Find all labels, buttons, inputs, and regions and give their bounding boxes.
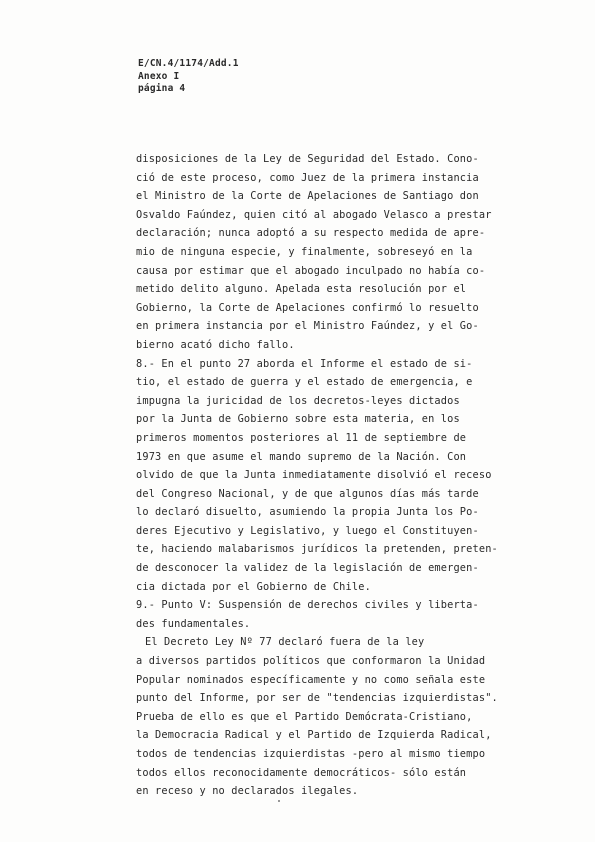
body-line: Popular nominados específicamente y no como señala este xyxy=(136,673,486,686)
body-line: del Congreso Nacional, y de que algunos días más tarde xyxy=(136,487,479,500)
section-8-start: 8.- En el punto 27 aborda el Informe el estado de si- xyxy=(136,357,473,370)
body-line: la Democracia Radical y el Partido de Izquierda Radical, xyxy=(136,729,492,742)
body-line: cia dictada por el Gobierno de Chile. xyxy=(136,580,371,593)
body-line: ció de este proceso, como Juez de la primera instancia xyxy=(136,171,479,184)
body-line: metido delito alguno. Apelada esta resolución por el xyxy=(136,283,467,296)
page-speck xyxy=(278,800,280,802)
body-line: tio, el estado de guerra y el estado de emergencia, e xyxy=(136,376,473,389)
document-symbol: E/CN.4/1174/Add.1 xyxy=(138,58,239,69)
body-line: causa por estimar que el abogado inculpado no había co- xyxy=(136,264,486,277)
body-line: mio de ninguna especie, y finalmente, sobreseyó en la xyxy=(136,245,473,258)
body-line: punto del Informe, por ser de "tendencias izquierdistas". xyxy=(136,692,498,705)
body-line: todos de tendencias izquierdistas -pero al mismo tiempo xyxy=(136,748,486,760)
body-line: deres Ejecutivo y Legislativo, y luego el Constituyen- xyxy=(136,524,479,537)
body-line: des fundamentales. xyxy=(136,617,251,630)
page-number: página 4 xyxy=(138,83,186,94)
body-line: el Ministro de la Corte de Apelaciones de Santiago don xyxy=(136,190,479,203)
decree-paragraph-start: El Decreto Ley Nº 77 declaró fuera de la ley xyxy=(145,636,425,649)
body-line: lo declaró disuelto, asumiendo la propia Junta los Po- xyxy=(136,506,479,519)
body-line: olvido de que la Junta inmediatamente disolvió el receso xyxy=(136,469,492,482)
body-line: en receso y no declarados ilegales. xyxy=(136,785,359,798)
body-line: disposiciones de la Ley de Seguridad del Estado. Cono- xyxy=(136,153,479,165)
body-line: de desconocer la validez de la legislación de emergen- xyxy=(136,562,479,575)
document-body xyxy=(136,150,536,801)
body-line: Prueba de ello es que el Partido Demócrata-Cristiano, xyxy=(136,710,473,723)
body-line: en primera instancia por el Ministro Faúndez, y el Go- xyxy=(136,320,479,333)
body-line: Gobierno, la Corte de Apelaciones confirmó lo resuelto xyxy=(136,301,479,314)
body-line: te, haciendo malabarismos jurídicos la pretenden, preten- xyxy=(136,543,498,556)
body-line: declaración; nunca adoptó a su respecto medida de apre- xyxy=(136,227,486,240)
body-line: Osvaldo Faúndez, quien citó al abogado Velasco a prestar xyxy=(136,208,492,221)
document-header xyxy=(138,58,239,96)
section-9-heading: 9.- Punto V: Suspensión de derechos civiles y liberta- xyxy=(136,599,479,612)
body-line: 1973 en que asume el mando supremo de la Nación. Con xyxy=(136,450,467,463)
body-line: todos ellos reconocidamente democráticos- sólo están xyxy=(136,766,467,779)
annex-label: Anexo I xyxy=(138,70,180,82)
body-line: primeros momentos posteriores al 11 de septiembre de xyxy=(136,431,467,444)
body-line: bierno acató dicho fallo. xyxy=(136,338,295,351)
body-line: impugna la juricidad de los decretos-leyes dictados xyxy=(136,394,460,407)
body-line: a diversos partidos políticos que conformaron la Unidad xyxy=(136,655,486,668)
body-line: por la Junta de Gobierno sobre esta materia, en los xyxy=(136,413,460,426)
